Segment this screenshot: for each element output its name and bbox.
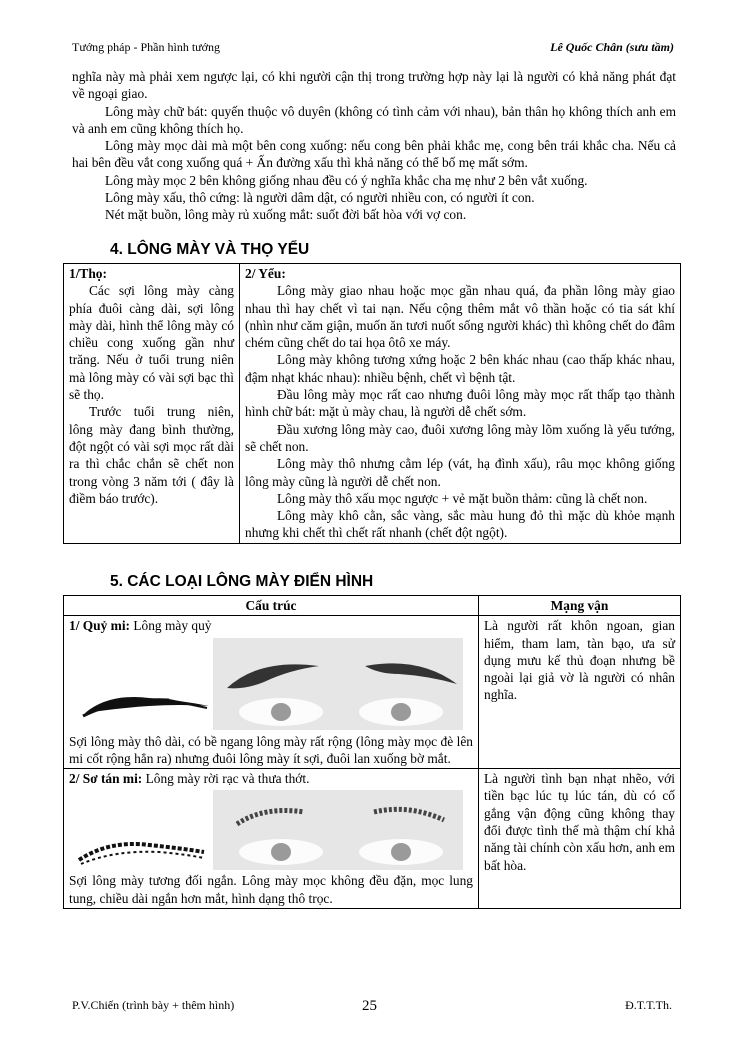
intro-text: [72, 68, 676, 224]
header-right: Lê Quốc Chân (sưu tầm): [550, 40, 674, 54]
intro-paragraph: Nét mặt buồn, lông mày rủ xuống mắt: suốt đời bất hòa với vợ con.: [105, 207, 467, 223]
fate-text: Là người tình bạn nhạt nhẽo, với tiền bạc lúc tụ lúc tán, dù có cố gắng vận động cũng không thay đổi được tình thế mà thậm chí khả năng tài chính còn xấu hơn, anh em bất hòa.: [484, 771, 675, 873]
longevity-title: 1/Thọ:: [69, 266, 107, 281]
eyebrow-name: 2/ Sơ tán mi:: [69, 771, 143, 787]
eyebrow-name-desc: Lông mày rời rạc và thưa thớt.: [142, 771, 310, 787]
early-death-paragraph: Đầu lông mày mọc rất cao nhưng đuôi lông mày mọc rất thấp tạo thành hình chữ bát: mặt ủ mày chau, là người dễ chết sớm.: [245, 387, 675, 420]
intro-paragraph: Lông mày xấu, thô cứng: là người dâm dật, có người nhiều con, có người ít con.: [105, 190, 535, 206]
eyebrow-types-table: [63, 595, 681, 909]
page-number: 25: [362, 998, 377, 1014]
sparse-eyebrow-image: [69, 790, 469, 872]
structure-cell: [64, 616, 479, 769]
column-header-fate: Mạng vận: [479, 596, 681, 616]
longevity-table: [63, 263, 681, 544]
structure-cell: [64, 769, 479, 909]
eyebrow-name-desc: Lông mày quỷ: [130, 618, 212, 634]
eyebrow-description: Sợi lông mày thô dài, có bề ngang lông mày rất rộng (lông mày mọc đè lên mi cốt rộng hẳn ra) nhưng đuôi lông mày ít sợi, đuôi lan xuống bờ mắt.: [69, 733, 473, 766]
header-left: Tướng pháp - Phần hình tướng: [72, 40, 221, 54]
early-death-paragraph: Lông mày không tương xứng hoặc 2 bên khác nhau (cao thấp khác nhau, đậm nhạt khác nhau): nhiều bệnh, chết vì bệnh tật.: [245, 352, 675, 385]
eyebrow-illustration: [69, 638, 473, 733]
eyebrow-name-line: [69, 617, 473, 634]
section-4-title: 4. LÔNG MÀY VÀ THỌ YỂU: [110, 241, 310, 258]
fate-cell: [479, 616, 681, 769]
intro-paragraph: Lông mày mọc dài mà một bên cong xuống: nếu cong bên phải khắc mẹ, cong bên trái khắc cha. Nếu cả hai bên đều vắt cong xuống quá + Ấn đường xấu thì khả năng có thể bố mẹ mất sớm.: [72, 138, 676, 171]
section-5-title: 5. CÁC LOẠI LÔNG MÀY ĐIỂN HÌNH: [110, 573, 374, 590]
intro-paragraph: Lông mày mọc 2 bên không giống nhau đều có ý nghĩa khắc cha mẹ như 2 bên vắt xuống.: [105, 172, 588, 188]
footer-right: Đ.T.T.Th.: [625, 998, 672, 1012]
early-death-paragraph: Đầu xương lông mày cao, đuôi xương lông mày lõm xuống là yểu tướng, sẽ chết non.: [245, 421, 675, 454]
eyebrow-name-line: [69, 770, 473, 787]
intro-paragraph: Lông mày chữ bát: quyến thuộc vô duyên (không có tình cảm với nhau), bản thân họ không thích anh em và anh em cũng không thích họ.: [72, 103, 676, 136]
early-death-paragraph: Lông mày khô cằn, sắc vàng, sắc màu hung đỏ thì mặc dù khỏe mạnh nhưng khi chết thì chết rất nhanh (chết đột ngột).: [245, 508, 675, 541]
early-death-paragraph: Lông mày thô xấu mọc ngược + vẻ mặt buồn thảm: cũng là chết non.: [277, 490, 648, 506]
footer-left: P.V.Chiến (trình bày + thêm hình): [72, 998, 235, 1012]
early-death-cell: [240, 264, 681, 544]
early-death-paragraph: Lông mày thô nhưng cằm lép (vát, hạ đình xấu), râu mọc không giống lông mày cũng là người dễ chết non.: [245, 456, 675, 489]
longevity-paragraph: Các sợi lông mày càng phía đuôi càng dài, sợi lông mày dài, hình thể lông mày có chiều cong xuống gần như trăng. Nếu ở tuổi trung niên mà lông mày có vài sợi bạc thì sẽ thọ.: [69, 283, 234, 403]
ghost-eyebrow-image: [69, 638, 469, 733]
eyebrow-description: Sợi lông mày tương đối ngắn. Lông mày mọc không đều đặn, mọc lung tung, chiều dài ngắn hơn mắt, hình dạng thô trọc.: [69, 873, 473, 906]
fate-cell: [479, 769, 681, 909]
fate-text: Là người rất khôn ngoan, gian hiểm, tham lam, tàn bạo, ưa sử dụng mưu kế thủ đoạn nhưng bề ngoài lại giả vờ là người có nhân nghĩa.: [484, 618, 675, 703]
early-death-title: 2/ Yểu:: [245, 266, 286, 281]
intro-paragraph: nghĩa này mà phải xem ngược lại, có khi người cận thị trong trường hợp này lại là người có khả năng phát đạt về ngoại giao.: [72, 69, 676, 102]
longevity-paragraph: Trước tuổi trung niên, lông mày đang bình thường, đột ngột có vài sợi mọc rất dài ra thì chắc chắn sẽ chết non trong vòng 3 năm tới ( đây là điềm báo trước).: [69, 404, 234, 506]
longevity-cell: [64, 264, 240, 544]
early-death-paragraph: Lông mày giao nhau hoặc mọc gần nhau quá, đa phần lông mày giao nhau thì hay chết vì tai nạn. Nếu cộng thêm mắt vô thần hoặc có tia sát khí (nhìn như căm giận, muốn ăn tươi nuốt sống người khác) thì không chết do đâm chém cũng chết do tai họa ôtô xe máy.: [245, 283, 675, 351]
eyebrow-name: 1/ Quỷ mi:: [69, 618, 131, 634]
eyebrow-illustration: [69, 790, 473, 872]
column-header-structure: Cấu trúc: [64, 596, 479, 616]
